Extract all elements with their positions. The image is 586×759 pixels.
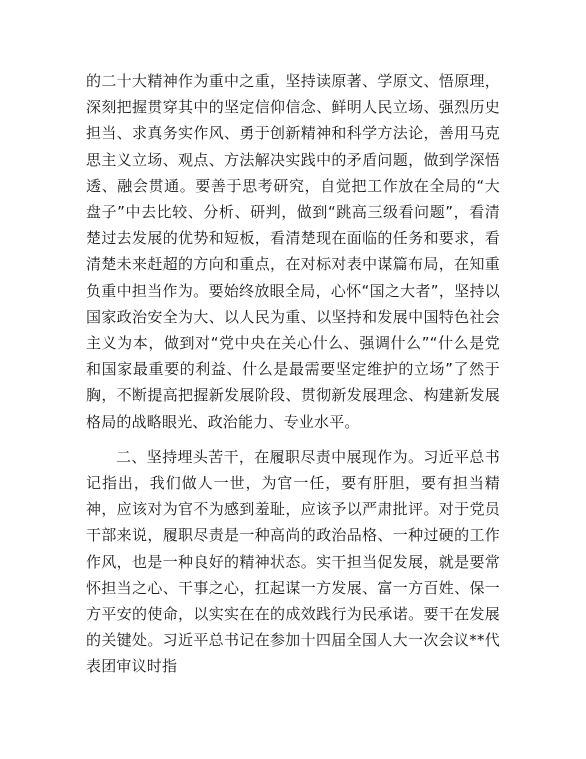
- paragraph-1: 的二十大精神作为重中之重，坚持读原著、学原文、悟原理，深刻把握贯穿其中的坚定信仰信念、鲜明人民立场、强烈历史担当、求真务实作风、勇于创新精神和科学方法论，善用马克思主义立场、观点、方法解决实践中的矛盾问题，做到学深悟透、融会贯通。要善于思考研究，自觉把工作放在全局的“大盘子”中去比较、分析、研判，做到“跳高三级看问题”，看清楚过去发展的优势和短板，看清楚现在面临的任务和要求，看清楚未来赶超的方向和重点，在对标对表中谋篇布局，在知重负重中担当作为。要始终放眼全局，心怀“国之大者”，坚持以国家政治安全为大、以人民为重、以坚持和发展中国特色社会主义为本，做到对“党中央在关心什么、强调什么”“什么是党和国家最重要的利益、什么是最需要坚定维护的立场”了然于胸，不断提高把握新发展阶段、贯彻新发展理念、构建新发展格局的战略眼光、政治能力、专业水平。: [86, 72, 500, 431]
- paragraph-2: 二、坚持埋头苦干，在履职尽责中展现作为。习近平总书记指出，我们做人一世，为官一任，要有肝胆，要有担当精神，应该对为官不为感到羞耻，应该予以严肃批评。对于党员干部来说，履职尽责是一种高尚的政治品格、一种过硬的工作作风，也是一种良好的精神状态。实干担当促发展，就是要常怀担当之心、干事之心，扛起谋一方发展、富一方百姓、保一方平安的使命，以实实在在的成效践行为民承诺。要干在发展的关键处。习近平总书记在参加十四届全国人大一次会议**代表团审议时指: [86, 447, 500, 676]
- body-text: [86, 68, 500, 680]
